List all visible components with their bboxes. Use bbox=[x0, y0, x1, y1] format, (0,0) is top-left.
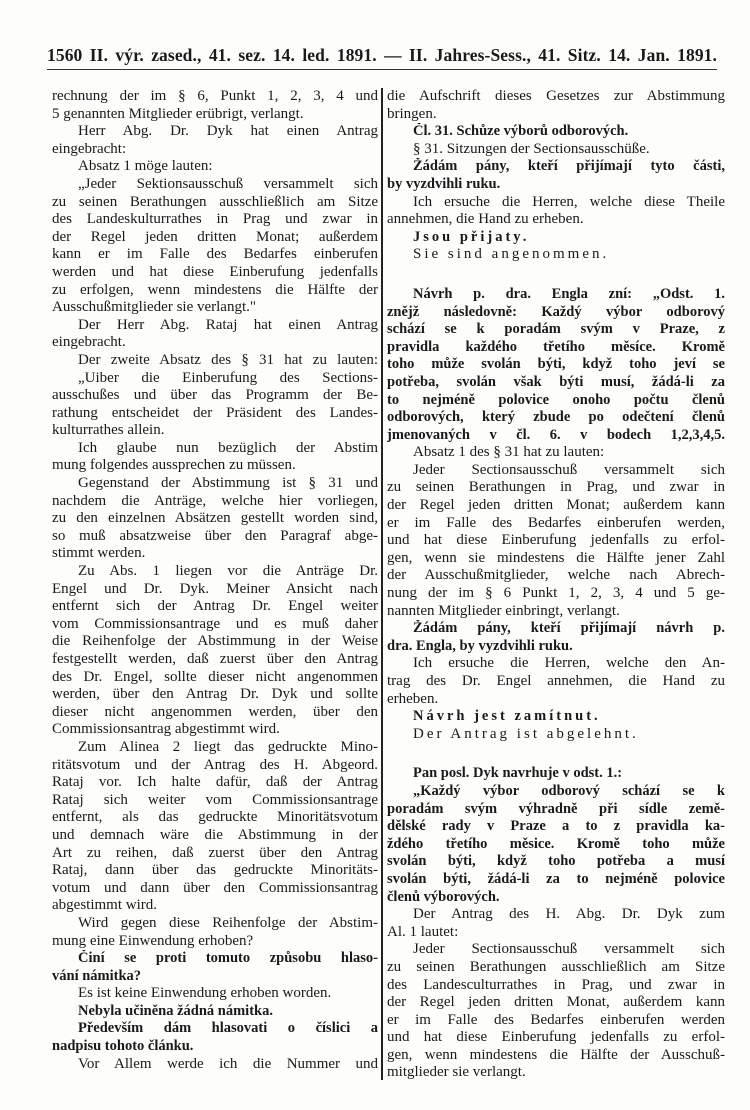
text-line: Činí se proti tomuto způsobu hlaso- bbox=[78, 950, 378, 967]
text-line: kann er im Falle des Bedarfes einberufen bbox=[52, 246, 378, 263]
text-line: „Jeder Sektionsausschuß versammelt sich bbox=[78, 175, 378, 192]
text-line: und hat diese Einberufung jedenfalls zu erfol- bbox=[387, 532, 725, 549]
text-line: členů výborových. bbox=[387, 888, 500, 905]
text-line: so muß absatzweise über den Paragraf abge- bbox=[52, 527, 378, 544]
text-line: ždého třetího měsice. Kromě toho může bbox=[387, 835, 725, 852]
right-column bbox=[387, 88, 725, 1082]
text-line: rechnung der im § 6, Punkt 1, 2, 3, 4 und bbox=[52, 88, 378, 104]
text-line: Vor Allem werde ich die Nummer und bbox=[78, 1055, 378, 1072]
text-line: er im Falle des Bedarfes einberufen werden, bbox=[387, 514, 725, 531]
text-line: Jsou přijaty. bbox=[413, 228, 530, 245]
text-line: dra. Engla, by vyzdvihli ruku. bbox=[387, 637, 573, 654]
text-line: er im Falle des Bedarfes einberufen werden bbox=[387, 1011, 725, 1028]
paragraph-gap bbox=[387, 743, 725, 765]
text-line: zu seinen Berathungen in Prag, und zwar in bbox=[387, 479, 725, 496]
text-line: kulturrathes allein. bbox=[52, 422, 165, 439]
text-line: vání námitka? bbox=[52, 967, 142, 984]
text-line: vom Commissionsantrage und es muß daher bbox=[52, 615, 378, 632]
page-header: 1560 II. výr. zased., 41. sez. 14. led. 1891. — II. Jahres-Sess., 41. Sitz. 14. Jan. 1891. bbox=[47, 45, 717, 65]
text-line: Engel und Dr. Dyk. Meiner Ansicht nach bbox=[52, 580, 378, 597]
text-line: Návrh jest zamítnut. bbox=[413, 708, 601, 725]
text-line: svolán býti, žádá-li za to nejméně polovice bbox=[387, 870, 725, 887]
text-line: Der Antrag ist abgelehnt. bbox=[413, 725, 639, 742]
text-line: Der Antrag des H. Abg. Dr. Dyk zum bbox=[413, 906, 725, 923]
text-line: Ich glaube nun bezüglich der Abstim bbox=[78, 439, 378, 456]
text-line: eingebracht. bbox=[52, 334, 126, 351]
text-line: Rataj vor. Ich halte dafür, daß der Antrag bbox=[52, 774, 378, 791]
text-line: dieser nicht angenommen werden, über den bbox=[52, 703, 378, 720]
text-line: Ausschußmitglieder sie verlangt." bbox=[52, 299, 256, 316]
text-line: Absatz 1 möge lauten: bbox=[78, 158, 213, 175]
text-line: zu seinen Berathungen ausschließlich am Sitze bbox=[387, 958, 725, 975]
text-line: 5 genannten Mitglieder erübrigt, verlangt. bbox=[52, 105, 304, 122]
text-line: und demnach wäre die Abstimmung in der bbox=[52, 826, 378, 843]
text-line: eingebracht: bbox=[52, 140, 127, 157]
text-line: Zum Alinea 2 liegt das gedruckte Mino- bbox=[78, 738, 378, 755]
text-line: by vyzdvihli ruku. bbox=[387, 175, 501, 192]
text-line: jmenovaných v čl. 6. v bodech 1,2,3,4,5. bbox=[387, 426, 725, 443]
text-line: festgestellt werden, daß zuerst über den Antrag bbox=[52, 651, 378, 667]
text-line: Nebyla učiněna žádná námitka. bbox=[78, 1002, 273, 1019]
text-line: Žádám pány, kteří přijímají tyto části, bbox=[413, 158, 725, 175]
text-line: Der zweite Absatz des § 31 hat zu lauten: bbox=[78, 351, 378, 368]
text-line: Herr Abg. Dr. Dyk hat einen Antrag bbox=[78, 123, 378, 140]
text-line: Návrh p. dra. Engla zní: „Odst. 1. bbox=[413, 285, 725, 302]
text-line: Čl. 31. Schůze výborů odborových. bbox=[413, 123, 629, 140]
left-column bbox=[52, 88, 378, 1073]
text-line: Zu Abs. 1 liegen vor die Anträge Dr. bbox=[78, 563, 378, 580]
text-line: entfernt, als das gedruckte Minoritätsvotum bbox=[52, 809, 378, 826]
text-line: Absatz 1 des § 31 hat zu lauten: bbox=[413, 444, 605, 461]
text-line: die Reihenfolge der Abstimmung in der Weise bbox=[52, 633, 378, 650]
text-line: ausschußes und über das Programm der Be- bbox=[52, 387, 378, 404]
text-line: Es ist keine Einwendung erhoben worden. bbox=[78, 985, 332, 1002]
text-line: werden und hat diese Einberufung jedenfalls bbox=[52, 263, 378, 280]
text-line: der Regel jeden dritten Monat, außerdem kann bbox=[387, 994, 725, 1011]
text-line: „Každý výbor odborový schází se k bbox=[413, 782, 725, 799]
text-line: entfernt sich der Antrag Dr. Engel weiter bbox=[52, 598, 378, 615]
text-line: und hat diese Einberufung jedenfalls zu erfol- bbox=[387, 1029, 725, 1046]
text-line: toho může svolán býti, když toho jeví se bbox=[387, 356, 725, 373]
text-line: zu den einzelnen Absätzen gestellt worden sind, bbox=[52, 510, 378, 527]
text-line: der Regel jeden dritten Monat; außerdem kann bbox=[387, 497, 725, 514]
text-line: mung eine Einwendung erhoben? bbox=[52, 932, 254, 949]
text-line: Gegenstand der Abstimmung ist § 31 und bbox=[78, 475, 378, 492]
text-line: Rataj, dann über das gedruckte Minoritäts- bbox=[52, 862, 378, 879]
text-line: der Ausschußmitglieder, welche nach Abrech- bbox=[387, 567, 725, 584]
text-line: Jeder Sectionsausschuß versammelt sich bbox=[413, 941, 725, 958]
text-line: gen, wenn mindestens die Hälfte der Ausschuß- bbox=[387, 1046, 725, 1063]
text-line: Rataj sich weiter vom Commissionsantrage bbox=[52, 791, 378, 808]
text-line: des Dr. Engel, sollte dieser nicht angenommen bbox=[52, 668, 378, 685]
text-line: Ich ersuche die Herren, welche diese Theile bbox=[413, 193, 725, 210]
text-line: Der Herr Abg. Rataj hat einen Antrag bbox=[78, 316, 378, 333]
text-line: erheben. bbox=[387, 690, 439, 707]
text-line: § 31. Sitzungen der Sectionsausschüße. bbox=[413, 140, 650, 157]
text-line: dělské rady v Praze a to z pravidla ka- bbox=[387, 818, 725, 835]
text-line: bringen. bbox=[387, 105, 437, 122]
text-line: Commissionsantrag abgestimmt wird. bbox=[52, 721, 280, 738]
text-line: der Regel jeden dritten Monat; außerdem bbox=[52, 228, 378, 245]
text-line: znějž následovně: Každý výbor odborový bbox=[387, 303, 725, 320]
text-line: poradám svým výhradně při sídle země- bbox=[387, 800, 725, 817]
text-line: trag des Dr. Engel annehmen, die Hand zu bbox=[387, 673, 725, 689]
text-line: potřeba, svolán však býti musí, žádá-li za bbox=[387, 373, 725, 390]
text-line: odborových, který zbude po odečtení členů bbox=[387, 409, 725, 426]
text-line: des Landesculturrathes in Prag, und zwar in bbox=[387, 976, 725, 993]
text-line: „Uiber die Einberufung des Sections- bbox=[78, 369, 378, 386]
text-line: Art zu reihen, daß zuerst über den Antrag bbox=[52, 844, 378, 861]
text-line: Především dám hlasovati o číslici a bbox=[78, 1020, 378, 1037]
text-line: mung folgendes aussprechen zu müssen. bbox=[52, 457, 296, 474]
text-line: die Aufschrift dieses Gesetzes zur Abstimmung bbox=[387, 88, 725, 104]
text-line: votum und dann über den Commissionsantrag bbox=[52, 879, 378, 896]
text-line: Pan posl. Dyk navrhuje v odst. 1.: bbox=[413, 765, 623, 782]
text-line: gen, wenn sie mindestens die Hälfte jener Zahl bbox=[387, 549, 725, 566]
text-line: rathung entscheidet der Präsident des Landes- bbox=[52, 404, 378, 421]
text-line: nachdem die Anträge, welche hier vorliegen, bbox=[52, 492, 378, 509]
text-line: Jeder Sectionsausschuß versammelt sich bbox=[413, 461, 725, 478]
text-line: des Landeskulturrathes in Prag und zwar in bbox=[52, 211, 378, 228]
text-line: Sie sind angenommen. bbox=[413, 246, 610, 263]
text-line: werden, über den Antrag Dr. Dyk und sollte bbox=[52, 686, 378, 703]
text-line: zu erfolgen, wenn mindestens die Hälfte der bbox=[52, 281, 378, 298]
text-line: Ich ersuche die Herren, welche den An- bbox=[413, 655, 725, 672]
text-line: Al. 1 lautet: bbox=[387, 923, 459, 940]
column-divider bbox=[381, 88, 383, 1080]
text-line: pravidla každého třetího měsíce. Kromě bbox=[387, 338, 725, 355]
text-line: nadpisu tohoto článku. bbox=[52, 1038, 194, 1055]
text-line: svolán býti, když toho potřeba a musí bbox=[387, 853, 725, 870]
header-rule bbox=[47, 69, 717, 70]
text-line: Wird gegen diese Reihenfolge der Abstim- bbox=[78, 914, 378, 931]
text-line: abgestimmt wird. bbox=[52, 897, 157, 914]
text-line: zu seinen Berathungen ausschließlich am Sitze bbox=[52, 193, 378, 210]
text-line: annehmen, die Hand zu erheben. bbox=[387, 211, 584, 228]
text-line: nannten Mitglieder einbringt, verlangt. bbox=[387, 602, 620, 619]
text-line: mitglieder sie verlangt. bbox=[387, 1064, 526, 1081]
text-line: ritätsvotum und der Antrag des H. Abgeord. bbox=[52, 756, 378, 773]
paragraph-gap bbox=[387, 264, 725, 286]
text-line: stimmt werden. bbox=[52, 545, 146, 562]
text-line: to nejméně polovice onoho počtu členů bbox=[387, 391, 725, 408]
text-line: nung der im § 6 Punkt 1, 2, 3, 4 und 5 ge- bbox=[387, 585, 725, 602]
text-line: Žádám pány, kteří přijímají návrh p. bbox=[413, 620, 725, 637]
text-line: schází se k poradám svým v Praze, z bbox=[387, 321, 725, 338]
